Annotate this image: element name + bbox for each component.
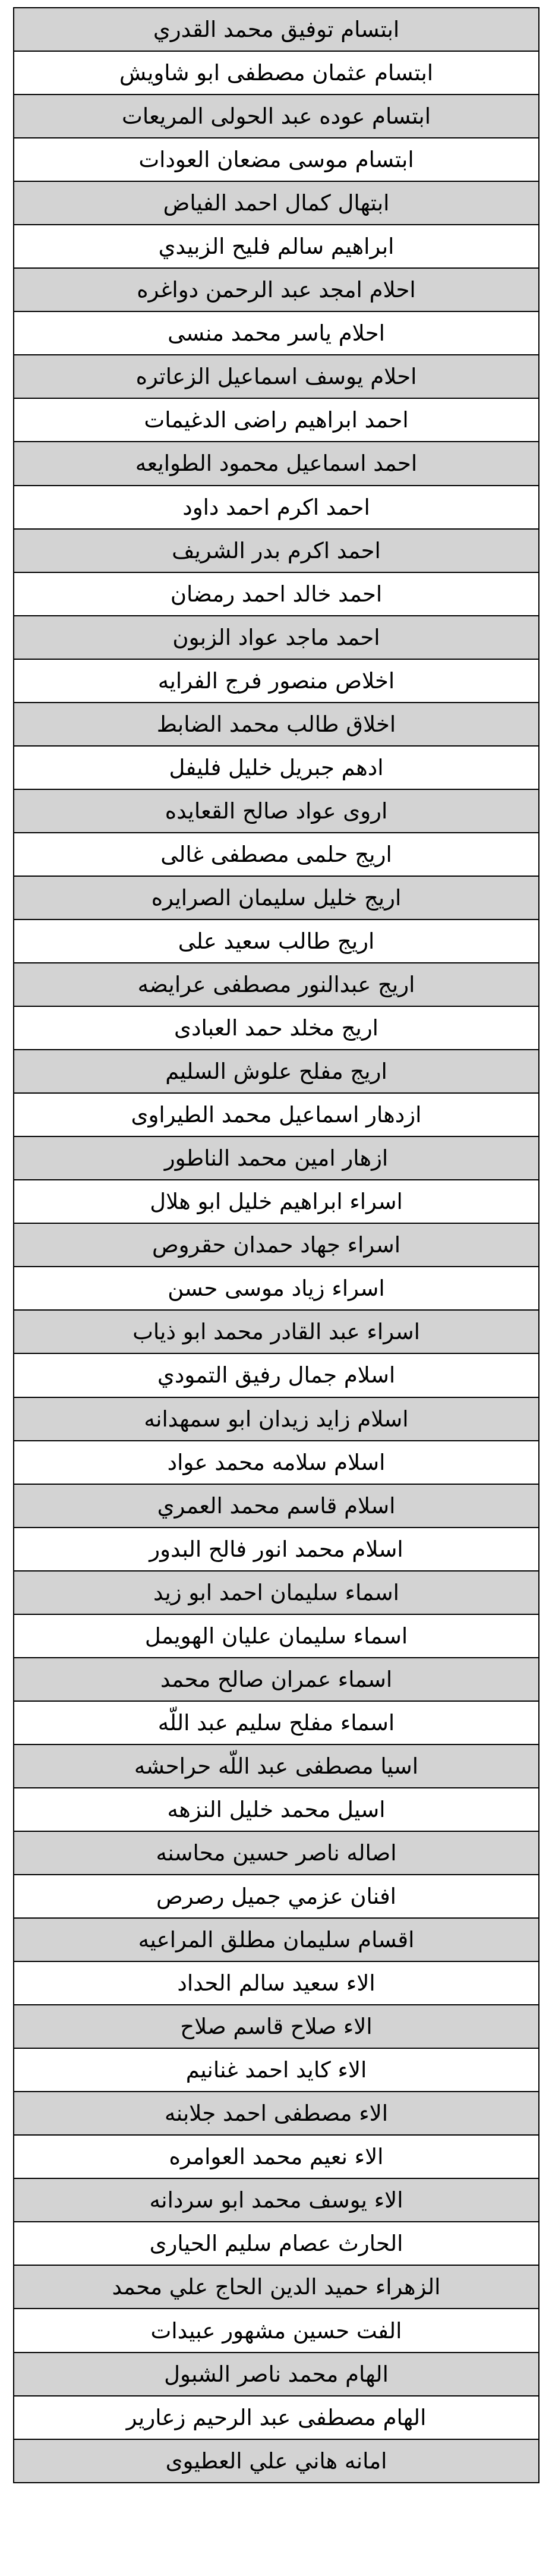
table-row: [14, 1441, 539, 1484]
name-cell: اخلاق طالب محمد الضابط: [14, 703, 539, 746]
table-row: [14, 1571, 539, 1614]
name-cell: اسلام جمال رفيق التمودي: [14, 1353, 539, 1397]
name-cell: اسراء جهاد حمدان حقروص: [14, 1223, 539, 1267]
table-row: [14, 311, 539, 355]
table-row: [14, 486, 539, 529]
name-cell: ابتسام عثمان مصطفى ابو شاويش: [14, 51, 539, 95]
name-cell: الاء نعيم محمد العوامره: [14, 2135, 539, 2178]
table-row: [14, 1093, 539, 1136]
table-row: [14, 572, 539, 616]
name-cell: احمد اسماعيل محمود الطوايعه: [14, 442, 539, 485]
table-row: [14, 2005, 539, 2048]
table-row: [14, 1310, 539, 1353]
name-cell: احمد اكرم بدر الشريف: [14, 529, 539, 572]
names-table: [13, 7, 539, 2483]
name-cell: اسماء مفلح سليم عبد اللّه: [14, 1701, 539, 1744]
name-cell: الزهراء حميد الدين الحاج علي محمد: [14, 2265, 539, 2309]
name-cell: احلام امجد عبد الرحمن دواغره: [14, 268, 539, 311]
name-cell: اسلام زايد زيدان ابو سمهدانه: [14, 1397, 539, 1441]
name-cell: اسماء سليمان احمد ابو زيد: [14, 1571, 539, 1614]
table-row: [14, 529, 539, 572]
table-row: [14, 746, 539, 789]
name-cell: اقسام سليمان مطلق المراعيه: [14, 1918, 539, 1961]
name-cell: اريج حلمى مصطفى غالى: [14, 833, 539, 876]
name-cell: اسيا مصطفى عبد اللّه حراحشه: [14, 1744, 539, 1788]
table-row: [14, 876, 539, 919]
table-row: [14, 1788, 539, 1831]
name-cell: احلام يوسف اسماعيل الزعاتره: [14, 355, 539, 398]
name-cell: اخلاص منصور فرج الفرايه: [14, 659, 539, 703]
table-row: [14, 181, 539, 225]
name-cell: اسراء ابراهيم خليل ابو هلال: [14, 1180, 539, 1223]
table-row: [14, 2092, 539, 2135]
name-cell: اسلام سلامه محمد عواد: [14, 1441, 539, 1484]
name-cell: اريج عبدالنور مصطفى عرايضه: [14, 963, 539, 1006]
table-row: [14, 95, 539, 138]
table-row: [14, 442, 539, 485]
table-row: [14, 398, 539, 442]
name-cell: الفت حسين مشهور عبيدات: [14, 2309, 539, 2352]
table-row: [14, 703, 539, 746]
table-row: [14, 616, 539, 659]
table-row: [14, 1918, 539, 1961]
name-cell: ازدهار اسماعيل محمد الطيراوى: [14, 1093, 539, 1136]
name-cell: الهام مصطفى عبد الرحيم زعارير: [14, 2396, 539, 2439]
name-cell: الاء سعيد سالم الحداد: [14, 1961, 539, 2005]
table-row: [14, 1050, 539, 1093]
table-row: [14, 963, 539, 1006]
name-cell: احمد خالد احمد رمضان: [14, 572, 539, 616]
name-cell: اسلام محمد انور فالح البدور: [14, 1528, 539, 1571]
name-cell: اريج مفلح علوش السليم: [14, 1050, 539, 1093]
table-row: [14, 2222, 539, 2265]
table-row: [14, 355, 539, 398]
table-row: [14, 919, 539, 963]
table-row: [14, 1006, 539, 1050]
table-row: [14, 1658, 539, 1701]
name-cell: اصاله ناصر حسين محاسنه: [14, 1831, 539, 1875]
name-cell: ابتسام توفيق محمد القدري: [14, 8, 539, 51]
name-cell: الهام محمد ناصر الشبول: [14, 2353, 539, 2396]
table-row: [14, 1267, 539, 1310]
table-row: [14, 138, 539, 181]
names-table-body: [14, 8, 539, 2483]
name-cell: افنان عزمي جميل رصرص: [14, 1875, 539, 1918]
table-row: [14, 51, 539, 95]
table-row: [14, 2396, 539, 2439]
table-row: [14, 2178, 539, 2222]
name-cell: اسماء سليمان عليان الهويمل: [14, 1614, 539, 1658]
table-row: [14, 789, 539, 833]
table-row: [14, 1528, 539, 1571]
name-cell: اسراء عبد القادر محمد ابو ذياب: [14, 1310, 539, 1353]
name-cell: امانه هاني علي العطيوى: [14, 2439, 539, 2483]
table-row: [14, 1223, 539, 1267]
table-row: [14, 1397, 539, 1441]
name-cell: اريج مخلد حمد العبادى: [14, 1006, 539, 1050]
table-row: [14, 1136, 539, 1180]
table-row: [14, 1701, 539, 1744]
table-row: [14, 2439, 539, 2483]
table-row: [14, 2309, 539, 2352]
name-cell: اروى عواد صالح القعايده: [14, 789, 539, 833]
table-row: [14, 1875, 539, 1918]
table-row: [14, 2353, 539, 2396]
name-cell: اريج طالب سعيد على: [14, 919, 539, 963]
name-cell: اسماء عمران صالح محمد: [14, 1658, 539, 1701]
name-cell: الاء كايد احمد غنانيم: [14, 2048, 539, 2092]
table-row: [14, 2135, 539, 2178]
name-cell: احمد اكرم احمد داود: [14, 486, 539, 529]
name-cell: ابتسام موسى مضعان العودات: [14, 138, 539, 181]
table-row: [14, 1484, 539, 1528]
name-cell: ادهم جبريل خليل فليفل: [14, 746, 539, 789]
name-cell: اريج خليل سليمان الصرايره: [14, 876, 539, 919]
table-row: [14, 2265, 539, 2309]
table-row: [14, 1831, 539, 1875]
name-cell: اسلام قاسم محمد العمري: [14, 1484, 539, 1528]
table-row: [14, 225, 539, 268]
table-row: [14, 1353, 539, 1397]
name-cell: ابتسام عوده عبد الحولى المريعات: [14, 95, 539, 138]
name-cell: ازهار امين محمد الناطور: [14, 1136, 539, 1180]
name-cell: احمد ابراهيم راضى الدغيمات: [14, 398, 539, 442]
table-row: [14, 2048, 539, 2092]
table-row: [14, 659, 539, 703]
table-row: [14, 1180, 539, 1223]
name-cell: اسراء زياد موسى حسن: [14, 1267, 539, 1310]
name-cell: الاء صلاح قاسم صلاح: [14, 2005, 539, 2048]
name-cell: اسيل محمد خليل النزهه: [14, 1788, 539, 1831]
name-cell: ابتهال كمال احمد الفياض: [14, 181, 539, 225]
name-cell: احلام ياسر محمد منسى: [14, 311, 539, 355]
table-row: [14, 268, 539, 311]
name-cell: احمد ماجد عواد الزبون: [14, 616, 539, 659]
name-cell: ابراهيم سالم فليح الزبيدي: [14, 225, 539, 268]
table-row: [14, 1961, 539, 2005]
table-row: [14, 833, 539, 876]
table-row: [14, 1744, 539, 1788]
table-row: [14, 8, 539, 51]
table-row: [14, 1614, 539, 1658]
name-cell: الحارث عصام سليم الحيارى: [14, 2222, 539, 2265]
name-cell: الاء يوسف محمد ابو سردانه: [14, 2178, 539, 2222]
name-cell: الاء مصطفى احمد جلابنه: [14, 2092, 539, 2135]
